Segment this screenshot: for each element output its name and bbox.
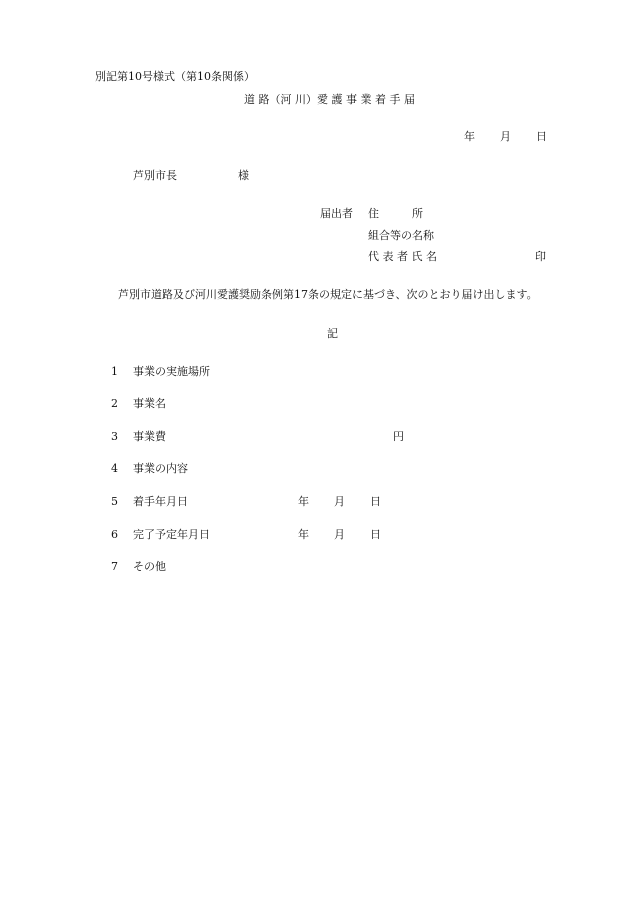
date-month: 月 <box>500 130 511 143</box>
date-day: 日 <box>536 130 547 143</box>
form-reference: 別記第10号様式（第10条関係） <box>95 70 255 83</box>
item-month: 月 <box>334 528 345 541</box>
item-unit: 円 <box>393 430 404 443</box>
date-year: 年 <box>464 130 475 143</box>
body-text: 芦別市道路及び河川愛護奨励条例第17条の規定に基づき、次のとおり届け出します。 <box>118 288 538 301</box>
item-day: 日 <box>370 495 381 508</box>
item-month: 月 <box>334 495 345 508</box>
item-label: 事業名 <box>133 397 166 410</box>
seal-mark: 印 <box>535 250 546 263</box>
item-number: 6 <box>111 528 118 541</box>
addressee-name: 芦別市長 <box>133 169 177 182</box>
item-number: 3 <box>111 430 118 443</box>
item-day: 日 <box>370 528 381 541</box>
applicant-address-label: 住 所 <box>368 207 423 220</box>
form-title: 道 路（河 川）愛 護 事 業 着 手 届 <box>244 93 415 106</box>
addressee-honorific: 様 <box>238 169 249 182</box>
item-year: 年 <box>298 528 309 541</box>
item-number: 1 <box>111 365 118 378</box>
item-number: 7 <box>111 560 118 573</box>
item-year: 年 <box>298 495 309 508</box>
item-label: 完了予定年月日 <box>133 528 210 541</box>
applicant-rep-label: 代 表 者 氏 名 <box>368 250 437 263</box>
item-label: 事業費 <box>133 430 166 443</box>
item-label: 事業の内容 <box>133 462 188 475</box>
ki-label: 記 <box>327 327 338 340</box>
item-label: 事業の実施場所 <box>133 365 210 378</box>
item-number: 5 <box>111 495 118 508</box>
applicant-org-label: 組合等の名称 <box>368 229 434 242</box>
item-number: 4 <box>111 462 118 475</box>
item-label: その他 <box>133 560 166 573</box>
item-label: 着手年月日 <box>133 495 188 508</box>
applicant-label: 届出者 <box>320 207 353 220</box>
item-number: 2 <box>111 397 118 410</box>
